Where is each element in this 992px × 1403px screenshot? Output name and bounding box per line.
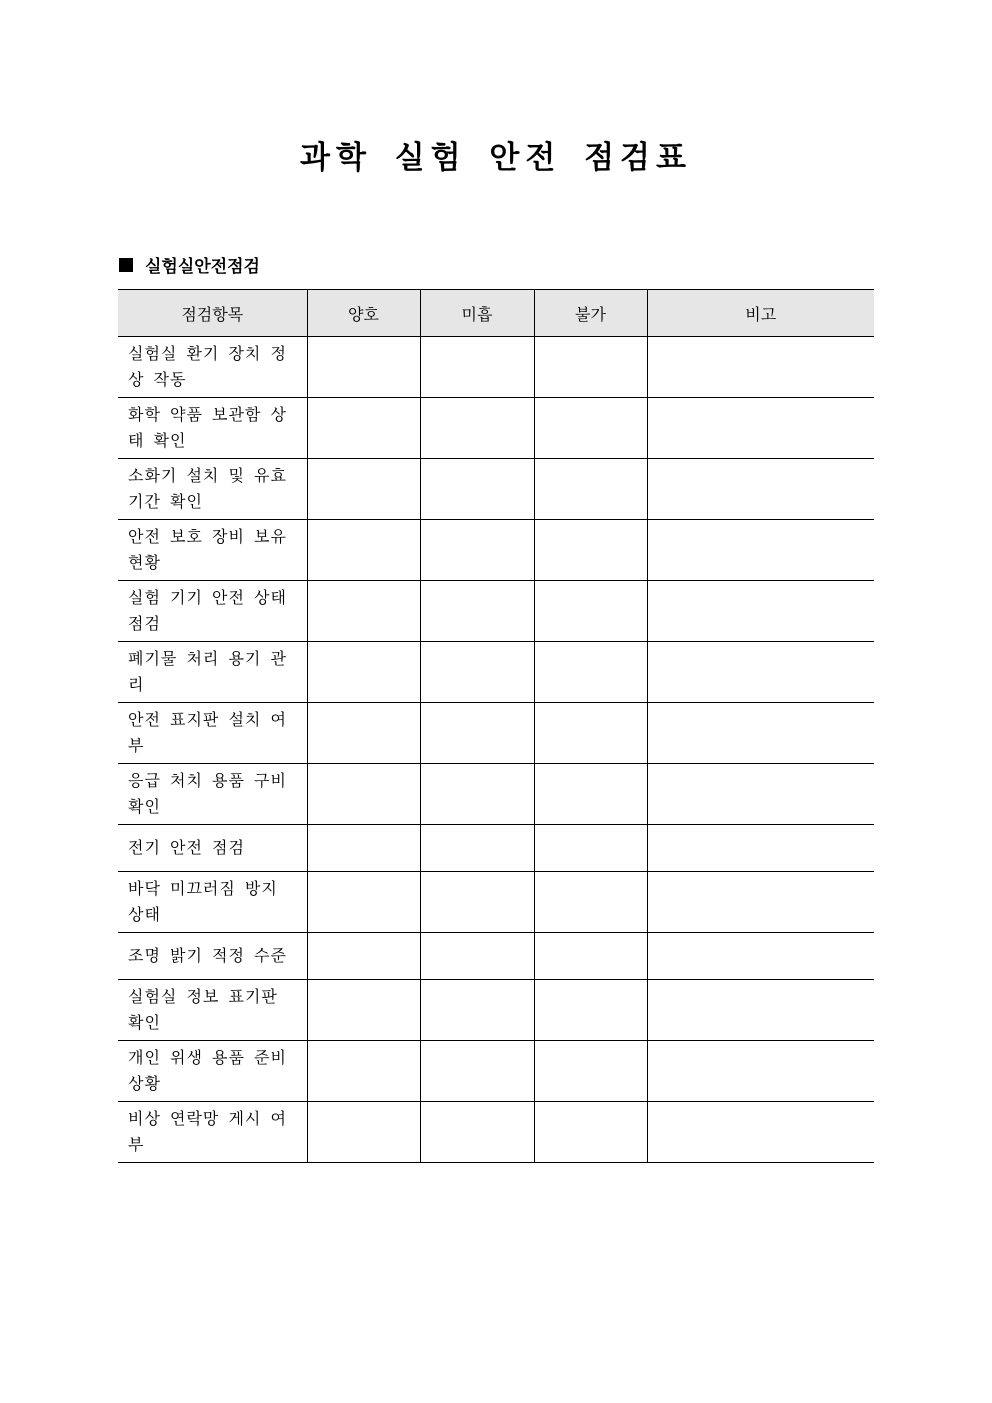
- remarks-cell[interactable]: [647, 1041, 874, 1102]
- unavailable-check-cell[interactable]: [534, 825, 647, 872]
- good-check-cell[interactable]: [307, 872, 420, 933]
- remarks-cell[interactable]: [647, 825, 874, 872]
- table-row: [118, 520, 874, 581]
- insufficient-check-cell[interactable]: [420, 980, 534, 1041]
- remarks-cell[interactable]: [647, 398, 874, 459]
- table-row: [118, 398, 874, 459]
- insufficient-check-cell[interactable]: [420, 1041, 534, 1102]
- good-check-cell[interactable]: [307, 933, 420, 980]
- document-title: 과학 실험 안전 점검표: [300, 140, 692, 176]
- section-heading-label: 실험실안전점검: [145, 257, 260, 277]
- unavailable-check-cell[interactable]: [534, 581, 647, 642]
- remarks-cell[interactable]: [647, 1102, 874, 1163]
- remarks-cell[interactable]: [647, 581, 874, 642]
- good-check-cell[interactable]: [307, 337, 420, 398]
- header-unavailable: 불가: [534, 290, 647, 337]
- square-bullet-icon: [119, 258, 133, 272]
- check-item-label: 비상 연락망 게시 여부: [118, 1102, 307, 1163]
- table-row: [118, 980, 874, 1041]
- unavailable-check-cell[interactable]: [534, 337, 647, 398]
- good-check-cell[interactable]: [307, 520, 420, 581]
- remarks-cell[interactable]: [647, 520, 874, 581]
- unavailable-check-cell[interactable]: [534, 764, 647, 825]
- table-row: [118, 872, 874, 933]
- remarks-cell[interactable]: [647, 980, 874, 1041]
- unavailable-check-cell[interactable]: [534, 980, 647, 1041]
- unavailable-check-cell[interactable]: [534, 459, 647, 520]
- table-row: [118, 933, 874, 980]
- check-item-label: 실험실 정보 표기판 확인: [118, 980, 307, 1041]
- good-check-cell[interactable]: [307, 825, 420, 872]
- insufficient-check-cell[interactable]: [420, 703, 534, 764]
- good-check-cell[interactable]: [307, 764, 420, 825]
- insufficient-check-cell[interactable]: [420, 872, 534, 933]
- good-check-cell[interactable]: [307, 398, 420, 459]
- unavailable-check-cell[interactable]: [534, 642, 647, 703]
- check-item-label: 실험 기기 안전 상태 점검: [118, 581, 307, 642]
- table-row: [118, 1102, 874, 1163]
- remarks-cell[interactable]: [647, 459, 874, 520]
- remarks-cell[interactable]: [647, 933, 874, 980]
- remarks-cell[interactable]: [647, 337, 874, 398]
- check-item-label: 소화기 설치 및 유효기간 확인: [118, 459, 307, 520]
- table-row: [118, 764, 874, 825]
- good-check-cell[interactable]: [307, 1102, 420, 1163]
- remarks-cell[interactable]: [647, 872, 874, 933]
- insufficient-check-cell[interactable]: [420, 1102, 534, 1163]
- insufficient-check-cell[interactable]: [420, 764, 534, 825]
- table-header-row: [118, 290, 874, 337]
- insufficient-check-cell[interactable]: [420, 520, 534, 581]
- good-check-cell[interactable]: [307, 581, 420, 642]
- table-row: [118, 703, 874, 764]
- good-check-cell[interactable]: [307, 1041, 420, 1102]
- section-heading: [119, 252, 260, 277]
- header-insufficient: 미흡: [420, 290, 534, 337]
- table-row: [118, 581, 874, 642]
- good-check-cell[interactable]: [307, 642, 420, 703]
- good-check-cell[interactable]: [307, 703, 420, 764]
- good-check-cell[interactable]: [307, 459, 420, 520]
- check-item-label: 화학 약품 보관함 상태 확인: [118, 398, 307, 459]
- unavailable-check-cell[interactable]: [534, 872, 647, 933]
- unavailable-check-cell[interactable]: [534, 520, 647, 581]
- insufficient-check-cell[interactable]: [420, 459, 534, 520]
- remarks-cell[interactable]: [647, 642, 874, 703]
- check-item-label: 조명 밝기 적정 수준: [118, 933, 307, 980]
- check-item-label: 전기 안전 점검: [118, 825, 307, 872]
- insufficient-check-cell[interactable]: [420, 933, 534, 980]
- unavailable-check-cell[interactable]: [534, 703, 647, 764]
- insufficient-check-cell[interactable]: [420, 398, 534, 459]
- check-item-label: 폐기물 처리 용기 관리: [118, 642, 307, 703]
- insufficient-check-cell[interactable]: [420, 581, 534, 642]
- check-item-label: 바닥 미끄러짐 방지 상태: [118, 872, 307, 933]
- table-row: [118, 825, 874, 872]
- table-row: [118, 459, 874, 520]
- unavailable-check-cell[interactable]: [534, 398, 647, 459]
- remarks-cell[interactable]: [647, 703, 874, 764]
- check-item-label: 개인 위생 용품 준비 상황: [118, 1041, 307, 1102]
- insufficient-check-cell[interactable]: [420, 337, 534, 398]
- insufficient-check-cell[interactable]: [420, 642, 534, 703]
- unavailable-check-cell[interactable]: [534, 1102, 647, 1163]
- check-item-label: 실험실 환기 장치 정상 작동: [118, 337, 307, 398]
- check-item-label: 안전 표지판 설치 여부: [118, 703, 307, 764]
- table-row: [118, 1041, 874, 1102]
- check-item-label: 안전 보호 장비 보유 현황: [118, 520, 307, 581]
- unavailable-check-cell[interactable]: [534, 933, 647, 980]
- unavailable-check-cell[interactable]: [534, 1041, 647, 1102]
- remarks-cell[interactable]: [647, 764, 874, 825]
- safety-checklist-table: [118, 289, 874, 1163]
- insufficient-check-cell[interactable]: [420, 825, 534, 872]
- table-row: [118, 642, 874, 703]
- table-row: [118, 337, 874, 398]
- header-remarks: 비고: [647, 290, 874, 337]
- check-item-label: 응급 처치 용품 구비 확인: [118, 764, 307, 825]
- header-check-item: 점검항목: [118, 290, 307, 337]
- good-check-cell[interactable]: [307, 980, 420, 1041]
- header-good: 양호: [307, 290, 420, 337]
